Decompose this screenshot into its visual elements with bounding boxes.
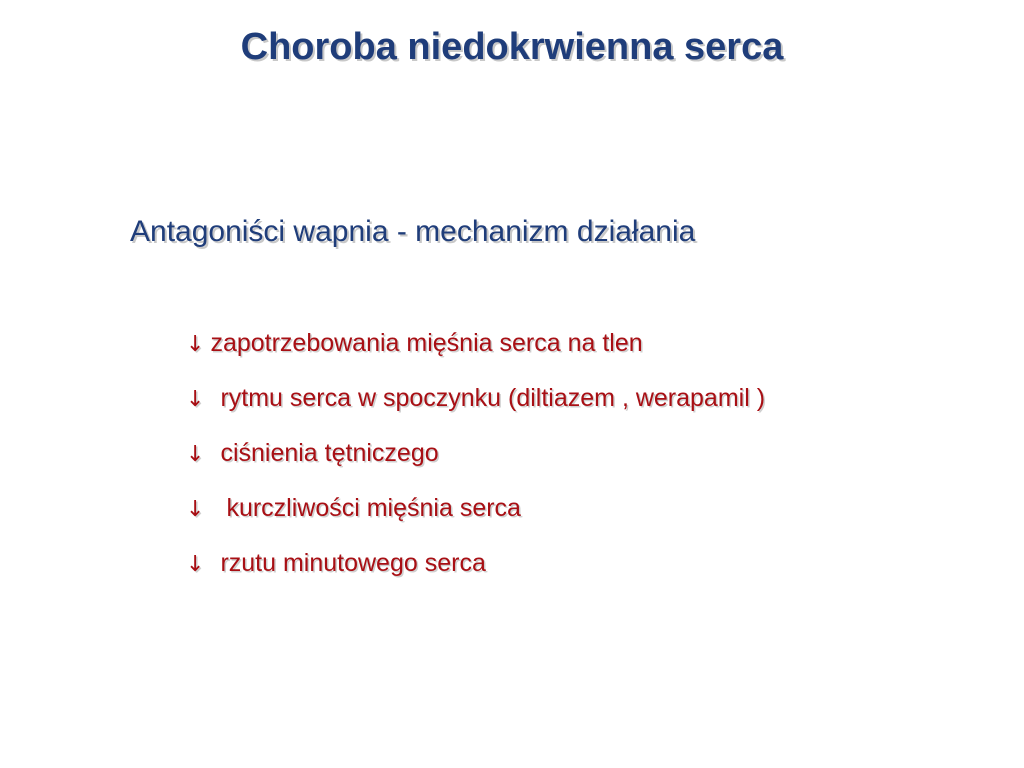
down-arrow-icon: ↓ <box>186 332 205 357</box>
bullet-text: rzutu minutowego serca <box>220 549 486 577</box>
down-arrow-icon: ↓ <box>186 387 205 412</box>
bullet-item <box>186 325 765 380</box>
bullet-text: rytmu serca w spoczynku (diltiazem , werapamil ) <box>220 384 766 412</box>
bullet-item <box>186 545 765 600</box>
down-arrow-icon: ↓ <box>186 442 205 467</box>
bullet-text: zapotrzebowania mięśnia serca na tlen <box>210 329 643 357</box>
bullet-item <box>186 490 765 545</box>
down-arrow-icon: ↓ <box>186 552 205 577</box>
bullet-item <box>186 435 765 490</box>
slide-subtitle: Antagoniści wapnia - mechanizm działania <box>130 215 696 248</box>
slide-title: Choroba niedokrwienna serca <box>240 26 784 68</box>
bullet-list <box>186 325 765 600</box>
bullet-text: kurczliwości mięśnia serca <box>226 494 521 522</box>
bullet-text: ciśnienia tętniczego <box>220 439 439 467</box>
down-arrow-icon: ↓ <box>186 497 205 522</box>
bullet-item <box>186 380 765 435</box>
